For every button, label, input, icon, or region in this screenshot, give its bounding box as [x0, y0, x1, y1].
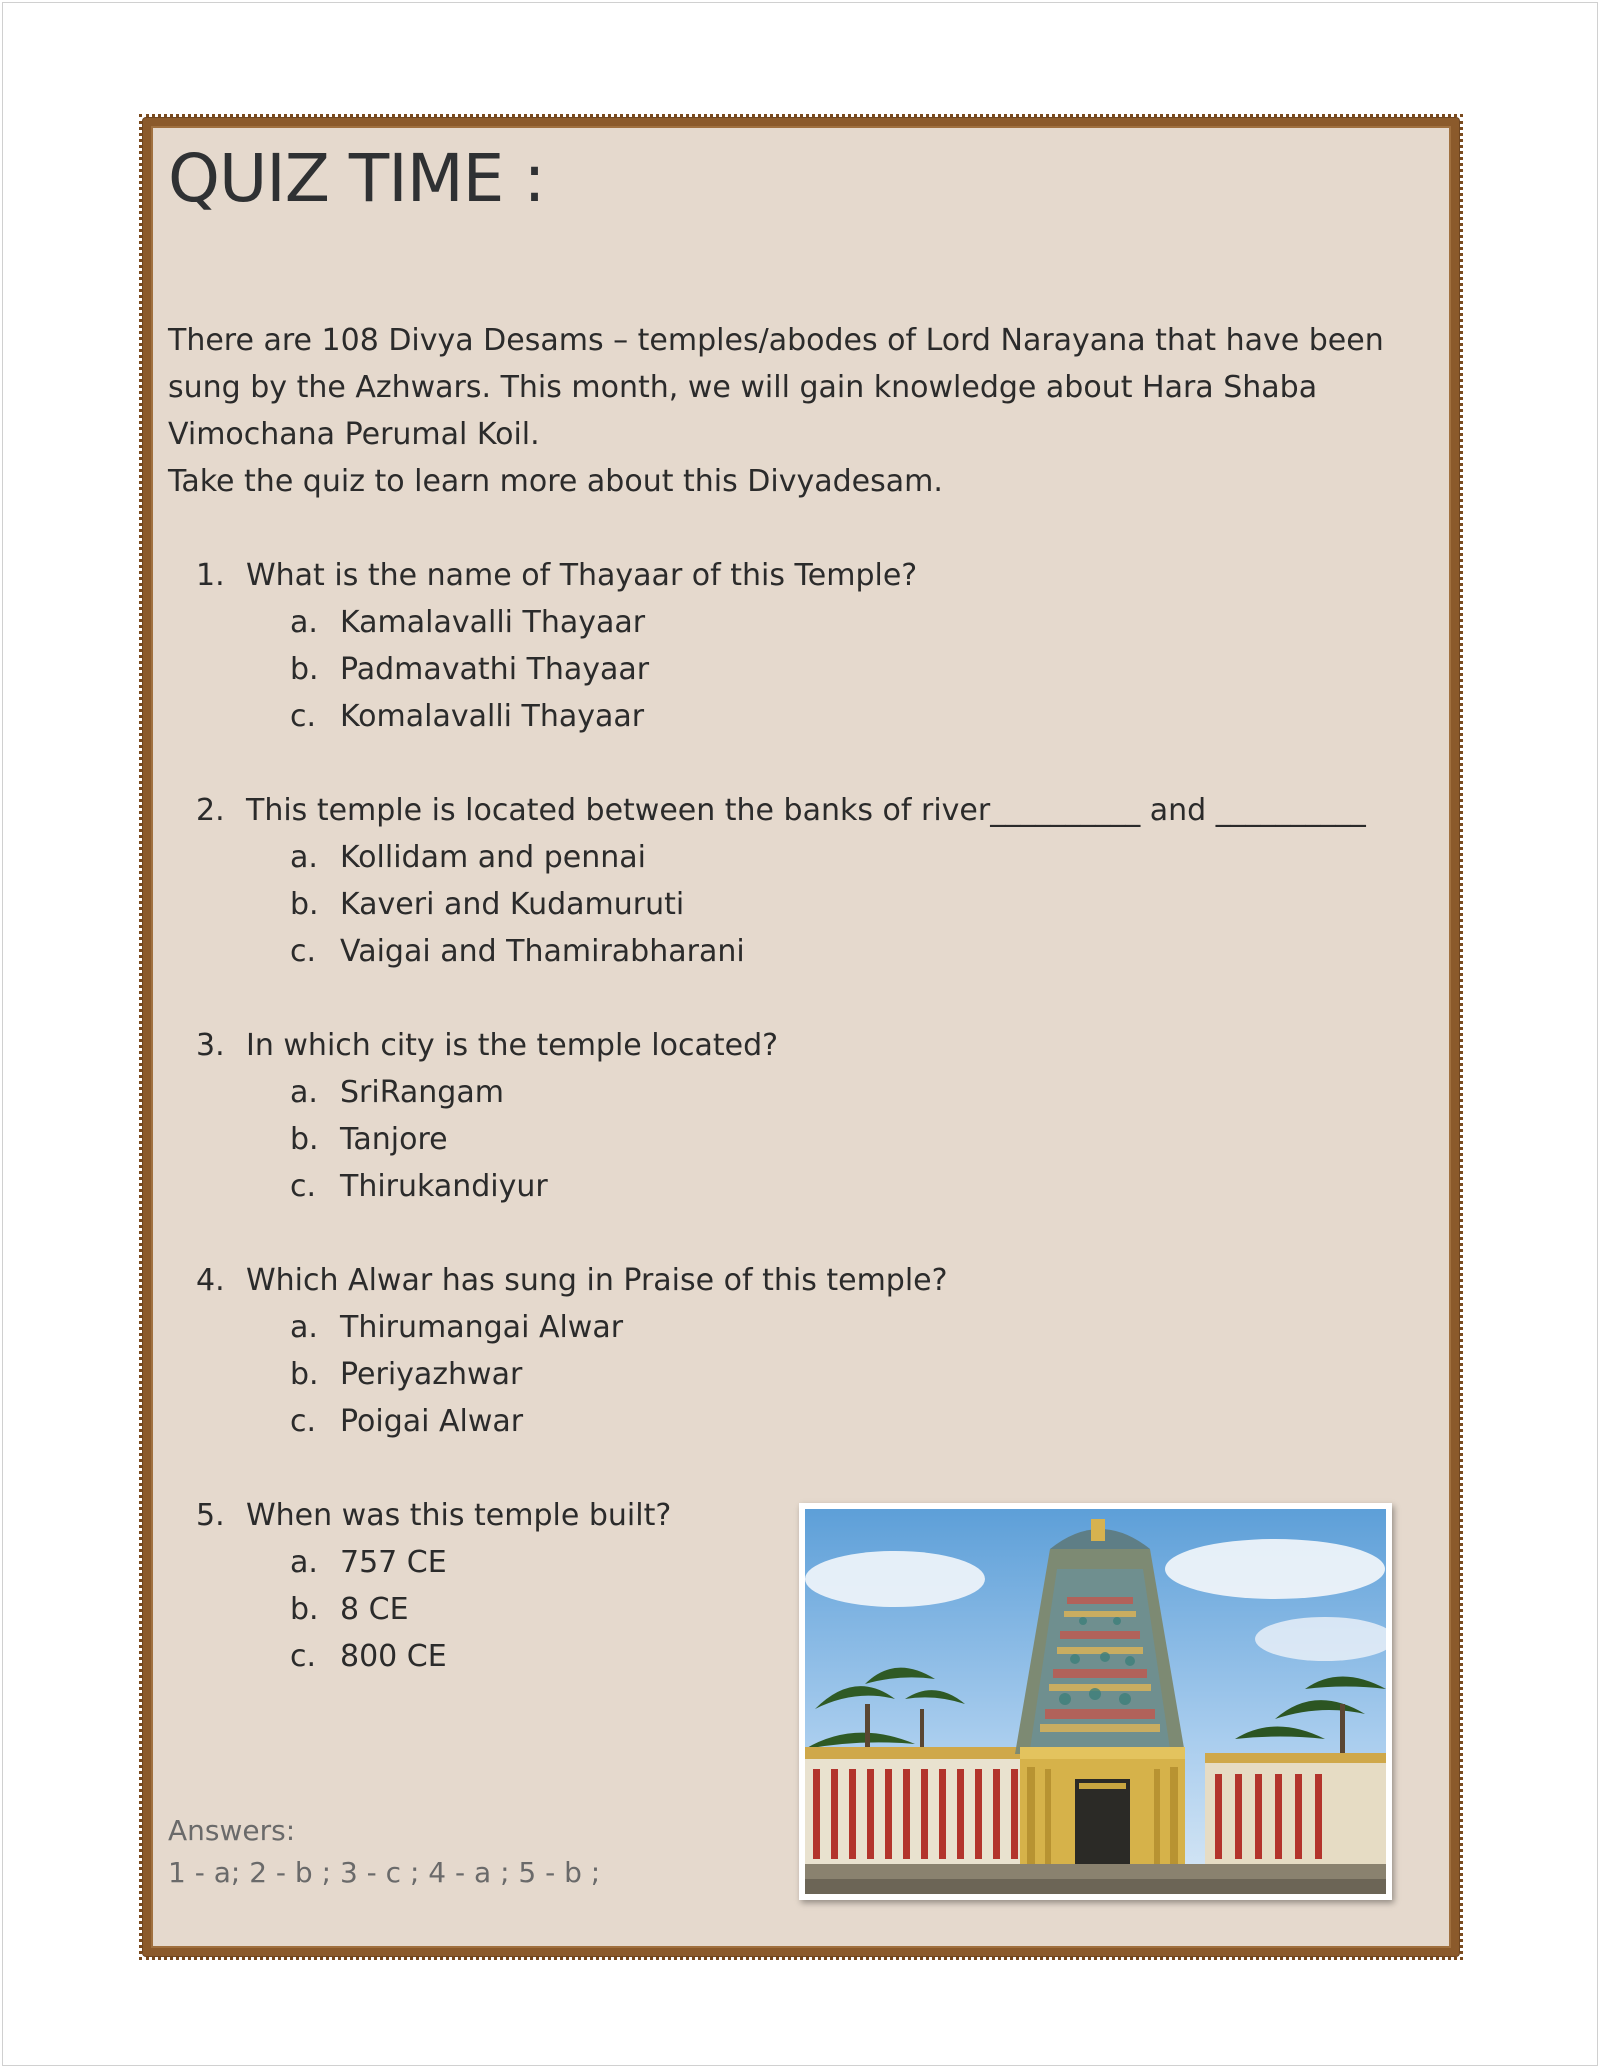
option-4c: [290, 1404, 523, 1439]
option-letter: c.: [290, 699, 317, 734]
question-number: 2.: [196, 793, 225, 828]
option-text: Komalavalli Thayaar: [340, 699, 645, 734]
option-5a: [290, 1545, 447, 1580]
option-letter: b.: [290, 1592, 319, 1627]
question-2: [196, 793, 1366, 828]
option-letter: c.: [290, 1639, 317, 1674]
option-letter: b.: [290, 887, 319, 922]
option-1a: [290, 605, 645, 640]
answers-block: [168, 1810, 600, 1894]
option-4a: [290, 1310, 623, 1345]
question-4: [196, 1263, 948, 1298]
option-letter: b.: [290, 652, 319, 687]
option-text: Padmavathi Thayaar: [340, 652, 650, 687]
option-3b: [290, 1122, 448, 1157]
option-3c: [290, 1169, 548, 1204]
intro-text: [168, 317, 1443, 505]
option-5c: [290, 1639, 447, 1674]
option-text: Tanjore: [340, 1122, 448, 1157]
question-text: Which Alwar has sung in Praise of this temple?: [246, 1263, 948, 1298]
option-letter: c.: [290, 1169, 317, 1204]
option-letter: a.: [290, 840, 318, 875]
option-3a: [290, 1075, 504, 1110]
option-5b: [290, 1592, 409, 1627]
option-text: Periyazhwar: [340, 1357, 523, 1392]
answers-label: Answers:: [168, 1814, 296, 1847]
option-text: 800 CE: [340, 1639, 447, 1674]
question-text: This temple is located between the banks of river__________ and __________: [246, 793, 1366, 828]
option-text: Thirukandiyur: [340, 1169, 548, 1204]
answers-text: 1 - a; 2 - b ; 3 - c ; 4 - a ; 5 - b ;: [168, 1856, 601, 1889]
option-text: 757 CE: [340, 1545, 447, 1580]
option-text: Kaveri and Kudamuruti: [340, 887, 685, 922]
option-2c: [290, 934, 745, 969]
option-1b: [290, 652, 649, 687]
question-text: In which city is the temple located?: [246, 1028, 779, 1063]
option-letter: c.: [290, 1404, 317, 1439]
option-2a: [290, 840, 646, 875]
option-text: Poigai Alwar: [340, 1404, 524, 1439]
option-letter: b.: [290, 1357, 319, 1392]
intro-paragraph: There are 108 Divya Desams – temples/abodes of Lord Narayana that have been sung by the Azhwars. This month, we will gain knowledge about Hara Shaba Vimochana Perumal Koil.: [168, 323, 1384, 452]
option-text: Thirumangai Alwar: [340, 1310, 624, 1345]
intro-instruction: Take the quiz to learn more about this Divyadesam.: [168, 464, 943, 499]
temple-illustration: [805, 1509, 1386, 1894]
option-letter: b.: [290, 1122, 319, 1157]
question-text: What is the name of Thayaar of this Temple?: [246, 558, 918, 593]
option-letter: c.: [290, 934, 317, 969]
option-letter: a.: [290, 1310, 318, 1345]
option-text: Kamalavalli Thayaar: [340, 605, 646, 640]
question-3: [196, 1028, 778, 1063]
question-1: [196, 558, 917, 593]
option-text: 8 CE: [340, 1592, 409, 1627]
option-1c: [290, 699, 644, 734]
option-letter: a.: [290, 605, 318, 640]
option-4b: [290, 1357, 522, 1392]
option-text: SriRangam: [340, 1075, 504, 1110]
option-text: Vaigai and Thamirabharani: [340, 934, 745, 969]
question-number: 5.: [196, 1498, 225, 1533]
question-number: 4.: [196, 1263, 225, 1298]
option-2b: [290, 887, 684, 922]
page-title: QUIZ TIME :: [168, 140, 545, 217]
temple-photo: [799, 1503, 1392, 1900]
option-letter: a.: [290, 1075, 318, 1110]
option-letter: a.: [290, 1545, 318, 1580]
question-text: When was this temple built?: [246, 1498, 672, 1533]
option-text: Kollidam and pennai: [340, 840, 646, 875]
question-5: [196, 1498, 671, 1533]
question-number: 1.: [196, 558, 225, 593]
question-number: 3.: [196, 1028, 225, 1063]
